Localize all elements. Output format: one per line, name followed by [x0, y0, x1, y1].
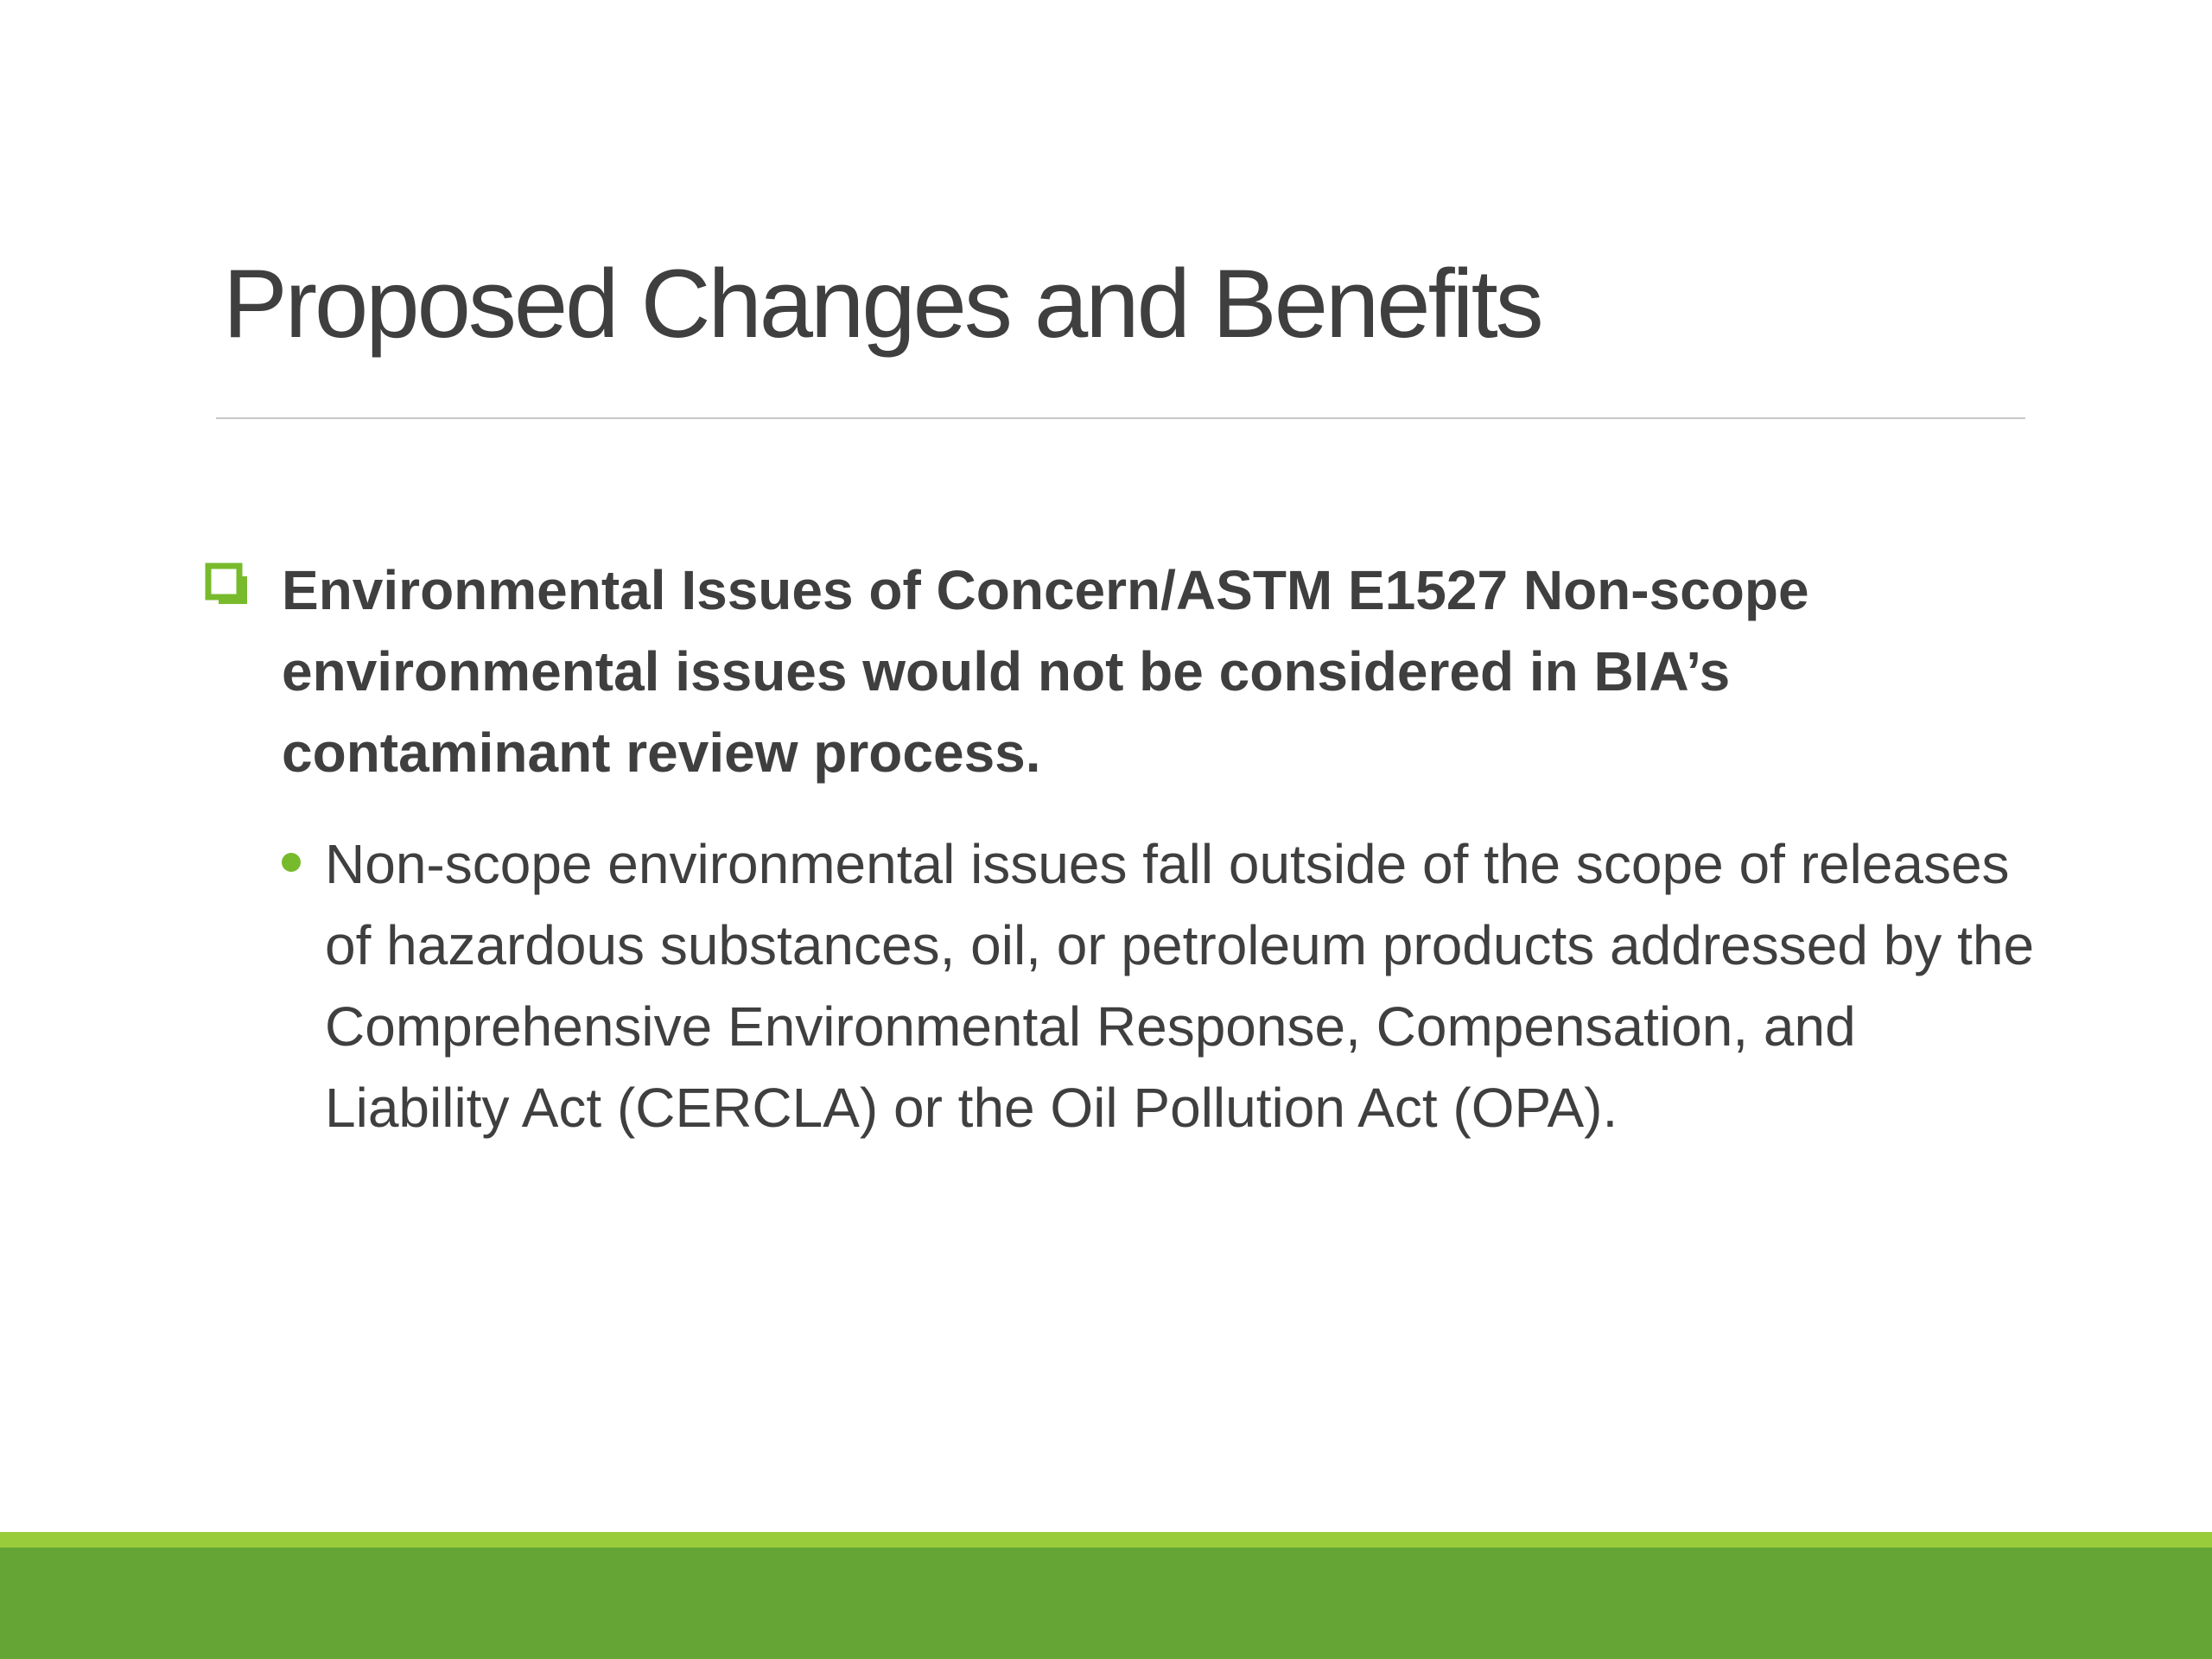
bullet-level-1-text: Environmental Issues of Concern/ASTM E1527 Non-scope environmental issues would not be considered in BIA’s contaminant review process. — [282, 559, 1809, 784]
footer-accent-stripe — [0, 1532, 2212, 1548]
footer-band — [0, 1548, 2212, 1659]
checkbox-outline-icon — [204, 562, 249, 607]
slide-title: Proposed Changes and Benefits — [223, 250, 1541, 358]
bullet-level-2 — [282, 823, 2035, 1148]
bullet-level-1 — [204, 550, 2010, 793]
bullet-dot-icon — [282, 853, 301, 872]
bullet-level-2-text: Non-scope environmental issues fall outside of the scope of releases of hazardous substances, oil, or petroleum products addressed by the Comprehensive Environmental Response, Compensation, and Liability Act (CERCLA) or the Oil Pollution Act (OPA). — [325, 833, 2035, 1139]
title-divider — [216, 417, 2025, 419]
